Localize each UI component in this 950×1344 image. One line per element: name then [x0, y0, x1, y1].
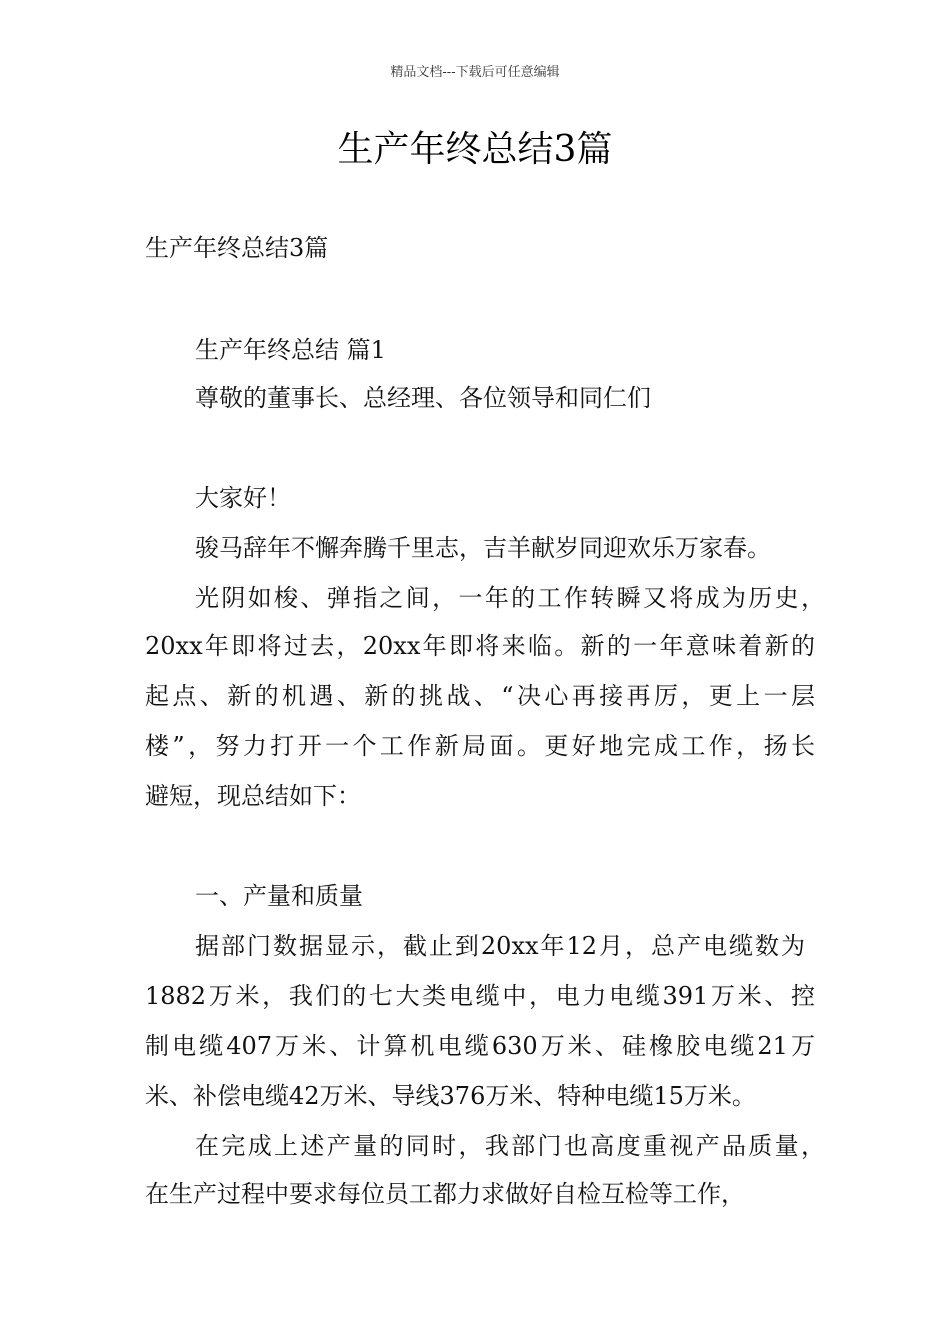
paragraph-line: 制电缆407万米、计算机电缆630万米、硅橡胶电缆21万	[145, 1032, 815, 1060]
paragraph-line: 米、补偿电缆42万米、导线376万米、特种电缆15万米。	[145, 1082, 756, 1110]
paragraph-line: 据部门数据显示，截止到20xx年12月，总产电缆数为	[195, 932, 805, 960]
paragraph-line: 20xx年即将过去，20xx年即将来临。新的一年意味着新的	[145, 632, 815, 660]
paragraph-line: 1882万米，我们的七大类电缆中，电力电缆391万米、控	[145, 982, 815, 1010]
document-subtitle: 生产年终总结3篇	[145, 234, 329, 262]
section-heading-1: 一、产量和质量	[195, 882, 363, 910]
paragraph-line: 光阴如梭、弹指之间，一年的工作转瞬又将成为历史，	[195, 584, 825, 612]
page-header: 精品文档---下载后可任意编辑	[390, 65, 560, 80]
couplet-paragraph: 骏马辞年不懈奔腾千里志，吉羊献岁同迎欢乐万家春。	[195, 534, 771, 562]
paragraph-line: 起点、新的机遇、新的挑战、“决心再接再厉，更上一层	[145, 682, 815, 710]
paragraph-line: 在生产过程中要求每位员工都力求做好自检互检等工作，	[145, 1180, 745, 1208]
salutation: 尊敬的董事长、总经理、各位领导和同仁们	[195, 384, 651, 412]
paragraph-line: 在完成上述产量的同时，我部门也高度重视产品质量，	[195, 1132, 825, 1160]
greeting: 大家好！	[195, 484, 291, 512]
section-heading: 生产年终总结 篇1	[195, 336, 386, 364]
document-title: 生产年终总结3篇	[337, 129, 613, 170]
paragraph-line: 楼”，努力打开一个工作新局面。更好地完成工作，扬长	[145, 732, 815, 760]
paragraph-line: 避短，现总结如下：	[145, 782, 361, 810]
